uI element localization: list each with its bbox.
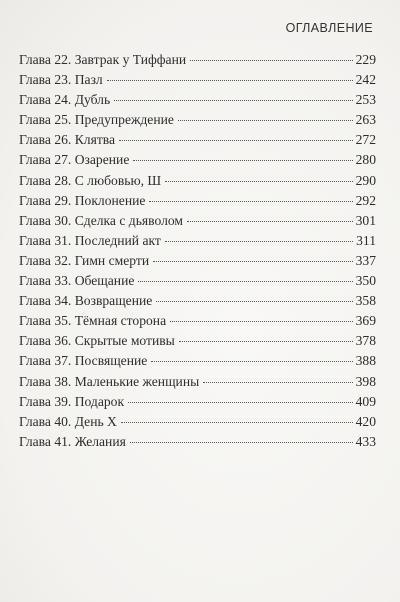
toc-entry-label: Глава 33. Обещание (19, 273, 135, 289)
toc-page-number: 280 (355, 152, 376, 168)
toc-entry-label: Глава 22. Завтрак у Тиффани (19, 52, 187, 67)
dot-leader (190, 60, 352, 61)
toc-entry (19, 271, 376, 291)
toc-entry (19, 412, 376, 432)
toc-entry-label: Глава 34. Возвращение (19, 293, 153, 309)
toc-entry-label: Глава 38. Маленькие женщины (19, 373, 200, 389)
toc-entry-label: Глава 35. Тёмная сторона (19, 313, 167, 329)
toc-page-number: 350 (355, 273, 376, 289)
dot-leader (179, 341, 353, 342)
dot-leader (170, 321, 353, 322)
toc-entry (19, 291, 376, 311)
toc-page-number: 388 (355, 353, 376, 369)
dot-leader (133, 160, 352, 161)
toc-entry (19, 231, 376, 251)
dot-leader (138, 281, 352, 282)
toc-page-number: 253 (355, 92, 376, 108)
toc-entry-label: Глава 41. Желания (19, 433, 126, 449)
toc-page-number: 433 (355, 433, 376, 449)
toc-entry (19, 130, 376, 150)
toc-page-number: 263 (355, 112, 376, 128)
dot-leader (187, 221, 353, 222)
dot-leader (130, 442, 353, 443)
dot-leader (153, 261, 353, 262)
toc-entry-label: Глава 25. Предупреждение (19, 112, 174, 128)
toc-entry (19, 90, 376, 110)
toc-entry-label: Глава 27. Озарение (19, 152, 130, 168)
toc-page-number: 272 (355, 132, 376, 148)
toc-entry (19, 171, 376, 191)
table-of-contents (19, 50, 376, 452)
dot-leader (107, 80, 353, 81)
dot-leader (121, 422, 353, 423)
toc-page-number: 311 (356, 232, 376, 248)
toc-entry (19, 432, 376, 452)
toc-page-number: 409 (355, 393, 376, 409)
toc-entry (19, 50, 376, 70)
toc-page-number: 229 (355, 52, 376, 67)
toc-entry (19, 191, 376, 211)
toc-page-number: 242 (355, 72, 376, 88)
toc-entry-label: Глава 30. Сделка с дьяволом (19, 212, 184, 228)
toc-entry (19, 110, 376, 130)
toc-entry-label: Глава 24. Дубль (19, 92, 111, 108)
toc-entry-label: Глава 28. С любовью, Ш (19, 172, 162, 188)
dot-leader (203, 382, 352, 383)
toc-entry (19, 392, 376, 412)
toc-entry-label: Глава 40. День Х (19, 413, 117, 429)
toc-entry-label: Глава 37. Посвящение (19, 353, 148, 369)
toc-entry (19, 150, 376, 170)
dot-leader (165, 241, 353, 242)
toc-page-number: 420 (355, 413, 376, 429)
toc-entry (19, 351, 376, 371)
toc-entry-label: Глава 32. Гимн смерти (19, 252, 150, 268)
toc-entry (19, 331, 376, 351)
toc-page-number: 358 (355, 293, 376, 309)
toc-entry-label: Глава 39. Подарок (19, 393, 125, 409)
toc-page-number: 398 (355, 373, 376, 389)
dot-leader (114, 100, 352, 101)
toc-page-number: 337 (355, 252, 376, 268)
toc-entry-label: Глава 23. Пазл (19, 72, 103, 88)
dot-leader (156, 301, 352, 302)
dot-leader (151, 361, 352, 362)
toc-entry (19, 70, 376, 90)
dot-leader (165, 181, 352, 182)
toc-page-number: 290 (355, 172, 376, 188)
dot-leader (149, 201, 352, 202)
dot-leader (128, 402, 353, 403)
toc-entry-label: Глава 29. Поклонение (19, 192, 146, 208)
toc-entry (19, 372, 376, 392)
toc-page-number: 378 (355, 333, 376, 349)
toc-entry (19, 211, 376, 231)
dot-leader (178, 120, 353, 121)
toc-entry (19, 251, 376, 271)
toc-page-number: 292 (355, 192, 376, 208)
dot-leader (119, 140, 353, 141)
toc-entry-label: Глава 36. Скрытые мотивы (19, 333, 175, 349)
toc-entry (19, 311, 376, 331)
toc-page-number: 369 (355, 313, 376, 329)
toc-entry-label: Глава 31. Последний акт (19, 232, 161, 248)
toc-entry-label: Глава 26. Клятва (19, 132, 116, 148)
running-head: ОГЛАВЛЕНИЕ (285, 21, 373, 35)
toc-page-number: 301 (355, 212, 376, 228)
